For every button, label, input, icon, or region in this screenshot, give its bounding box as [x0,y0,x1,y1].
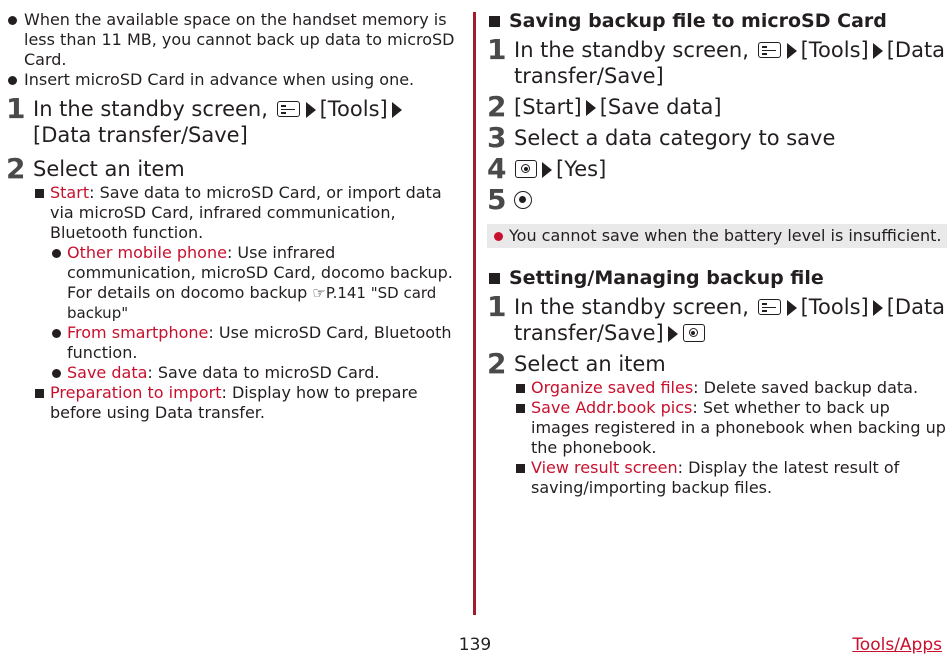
save-step-2: 2 [Start] [Save data] [487,90,722,123]
square-bullet-icon [35,189,44,198]
term-save-addr-book-pics: Save Addr.book pics [531,398,693,417]
triangle-arrow-icon [873,300,883,316]
triangle-arrow-icon [542,162,552,178]
step-2: 2 Select an item [6,152,185,185]
battery-warning: You cannot save when the battery level is insufficient. [487,224,947,248]
triangle-arrow-icon [873,43,883,59]
triangle-arrow-icon [787,43,797,59]
center-key-icon [514,191,532,209]
triangle-arrow-icon [392,102,402,118]
menu-key-icon [758,299,781,315]
item-from-smartphone: From smartphone: Use microSD Card, Bluetooth function. [6,323,462,363]
term-organize-saved-files: Organize saved files [531,378,694,397]
step-1: 1 In the standby screen, [Tools][Data transfer/Save] [6,96,462,148]
manage-step-2: 2 Select an item [487,347,666,380]
save-step-1: 1 In the standby screen, [Tools] [Data transfer/Save] [487,33,946,88]
manage-step-1: 1 In the standby screen, [Tools] [Data transfer/Save] [487,290,946,345]
item-other-mobile: Other mobile phone: Use infrared communication, microSD Card, docomo backup. For details on docomo backup ☞P.141 "SD card backup" [6,243,462,323]
page-reference: ☞P.141 "SD card backup" [67,284,437,322]
left-column [6,0,462,423]
section-link-tools-apps[interactable]: Tools/Apps [852,635,942,655]
term-start: Start [50,183,90,202]
item-view-result-screen: View result screen: Display the latest result of saving/importing backup files. [487,458,947,498]
item-save-addr-book-pics: Save Addr.book pics: Set whether to back up images registered in a phonebook when backing up the phonebook. [487,398,947,458]
save-step-4: 4 [Yes] [487,152,607,185]
right-column [487,0,947,498]
square-bullet-icon [516,384,525,393]
triangle-arrow-icon [306,102,316,118]
page-number: 139 [458,635,492,655]
section-heading-saving: Saving backup file to microSD Card [487,9,947,33]
item-start: Start: Save data to microSD Card, or import data via microSD Card, infrared communication, Bluetooth function. [6,183,462,243]
triangle-arrow-icon [586,100,596,116]
item-organize-saved-files: Organize saved files: Delete saved backup data. [487,378,947,398]
bullet-icon [52,249,61,258]
term-view-result-screen: View result screen [531,458,678,477]
term-preparation: Preparation to import [50,383,222,402]
menu-key-icon [277,101,300,117]
term-from-smartphone: From smartphone [67,323,209,342]
square-bullet-icon [489,273,500,284]
square-bullet-icon [489,16,500,27]
term-other-mobile: Other mobile phone [67,243,227,262]
save-step-5: 5 [487,187,947,213]
square-bullet-icon [516,464,525,473]
section-heading-managing: Setting/Managing backup file [487,266,947,290]
item-save-data: Save data: Save data to microSD Card. [6,363,462,383]
menu-key-icon [758,42,781,58]
triangle-arrow-icon [787,300,797,316]
bullet-icon [52,329,61,338]
bullet-icon [8,76,17,85]
triangle-arrow-icon [668,326,678,342]
term-save-data: Save data [67,363,148,382]
camera-key-icon [515,160,537,178]
save-step-3: 3 Select a data category to save [487,121,836,154]
note-memory: When the available space on the handset memory is less than 11 MB, you cannot back up data to microSD Card. [6,10,462,70]
square-bullet-icon [35,389,44,398]
item-preparation: Preparation to import: Display how to prepare before using Data transfer. [6,383,462,423]
square-bullet-icon [516,404,525,413]
note-microsd: Insert microSD Card in advance when using one. [6,70,462,90]
column-divider [473,12,476,615]
bullet-icon [52,369,61,378]
camera-key-icon [683,324,705,342]
warning-bullet-icon [494,232,503,241]
bullet-icon [8,16,17,25]
